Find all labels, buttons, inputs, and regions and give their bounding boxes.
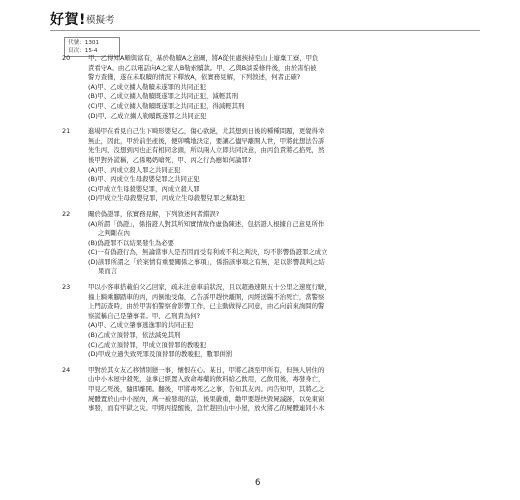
answer-option: (D)甲成立生母殺嬰兒罪，丙成立生母殺嬰兒罪之幫助犯 [88,194,245,203]
exam-code: 代號：1301 [68,40,100,46]
question-stem-line: 進場甲在看見自己生下畸形嬰兒乙，傷心欲絕，尤其想到日後的種種問題，更覺得幸 [88,127,325,136]
brand-title: 好賀! [50,12,86,28]
question-stem-line: 無止，因此，甲於前坐產後，便卯嘴地決定，要讓乙儘早離開人世，甲將此想法告訴 [88,136,325,145]
answer-option: (C)一有偽證行為，無論當事人是否因而受有利或不利之判決，均不影響偽證罪之成立 [88,248,328,257]
question-stem-line: 後甲對外謊稱，乙係喝奶嗆死，甲、丙之行為應如何論罪? [88,155,252,164]
answer-option: 果而言 [98,267,118,276]
answer-option: (D)該罪所謂之「於案情有重要關係之事項」，係指該事項之有無，足以影響裁判之結 [88,257,325,266]
answer-option: 之判斷在內 [98,229,130,238]
question-stem-line: 屍體置於山中小屋內，萬一被發現的話，後果嚴重，勸甲要趕快毀屍滅跡，以免東窗 [88,394,325,403]
question-stem-line: 警方查獲，遂在未取贖的情況下釋放A，依實務見解，下列敘述，何者正確? [88,73,301,82]
question-stem-line: 察謊稱自己是肇事者。甲、乙刑責為何? [88,311,201,320]
question-item [62,210,482,277]
question-number: 24 [62,365,71,374]
question-number: 22 [62,209,71,218]
answer-option: (B)乙成立頂替罪，依法減免其刑 [88,331,181,340]
answer-option: (A)甲、乙成立擄人勒贖未遂罪的共同正犯 [88,82,206,91]
answer-option: (A)甲、丙成立殺人罪之共同正犯 [88,165,181,174]
question-stem-line: 上門訪查時，由於甲害怕警察會影響工作，已主動做得乙同意，由乙向前來詢問的警 [88,302,325,311]
question-stem-line: 責看守A。由乙以電話向A之家人B勒索贖款。甲、乙與B談妥條件後，由於害怕被 [88,63,317,72]
question-stem-line: 事發，而有牢獄之災。甲經丙提醒後，急忙趕回山中小屋，放火將乙的屍體連同小木 [88,404,325,413]
header-divider [50,30,480,31]
question-stem-line: 關於偽證罪，依實務見解，下列敘述何者錯誤? [88,209,220,218]
question-number: 23 [62,283,71,292]
question-number: 20 [62,54,71,62]
question-stem-line: 甲、乙得知A順與富有，基於勒贖A之意圖，將A從住處挾持至山上廢棄工寮，甲負 [88,54,319,62]
answer-option: (A)甲、乙成立肇事逃逸罪的共同正犯 [88,321,194,330]
page-number: 6 [255,478,261,488]
question-list [62,54,482,420]
answer-option: (C)乙成立頂替罪，甲成立頂替罪的教唆犯 [88,340,207,349]
exam-page-count: 頁次：15-4 [68,48,98,54]
answer-option: (C)甲成立生母殺嬰兒罪，丙成立殺人罪 [88,184,200,193]
brand-subtitle: 模擬考 [86,15,115,26]
answer-option: (C)甲、乙成立擄人勒贖既遂罪之共同正犯，得減輕其刑 [88,101,245,110]
question-stem-line: 甲對於其女友乙移情別戀一事，懷恨在心。某日，甲將乙誘至甲所有，但無人居住的 [88,365,325,374]
question-item [62,366,482,414]
question-item [62,283,482,360]
question-stem-line: 甲以小客車搭載伯父乙回家，疏未注意車前狀況，且以超過速限五十公里之速度行駛， [88,283,331,292]
question-stem-line: 撞上騎乘腳踏車的丙，丙倒地受傷，乙告訴甲趕快離開，丙經送醫不治死亡，當警察 [88,292,325,301]
answer-option: (B)偽證罪不以結果發生為必要 [88,238,175,247]
answer-option: (A)所謂「偽證」，係指證人對其所知實情故作虛偽陳述，包括證人根據自己意見所作 [88,219,325,228]
question-stem-line: 先生丙，沒想到丙也正有相同念頭，所以兩人立即共同決意，由丙負責將乙掐死，然 [88,146,325,155]
answer-option: (D)甲、乙成立擄人勒贖既遂罪之共同正犯 [88,111,207,120]
answer-option: (B)甲、丙成立生母殺嬰兒罪之共同正犯 [88,175,200,184]
question-item [62,127,482,204]
page-header [50,7,480,29]
question-item [62,54,482,121]
answer-option: (D)甲成立過失致死罪及頂替罪的教唆犯，數罪併罰 [88,350,233,359]
question-stem-line: 山中小木屋中殺死，並拿已經置入致命毒藥的飲料給乙飲用，乙飲用後，毒發身亡， [88,375,325,384]
question-stem-line: 甲見乙死後，隨即離開。翻後，甲將毒死乙之事，告知其友丙。丙告知甲，其將乙之 [88,385,325,393]
answer-option: (B)甲、乙成立擄人勒贖既遂罪之共同正犯，減輕其刑 [88,92,238,101]
question-number: 21 [62,127,71,136]
